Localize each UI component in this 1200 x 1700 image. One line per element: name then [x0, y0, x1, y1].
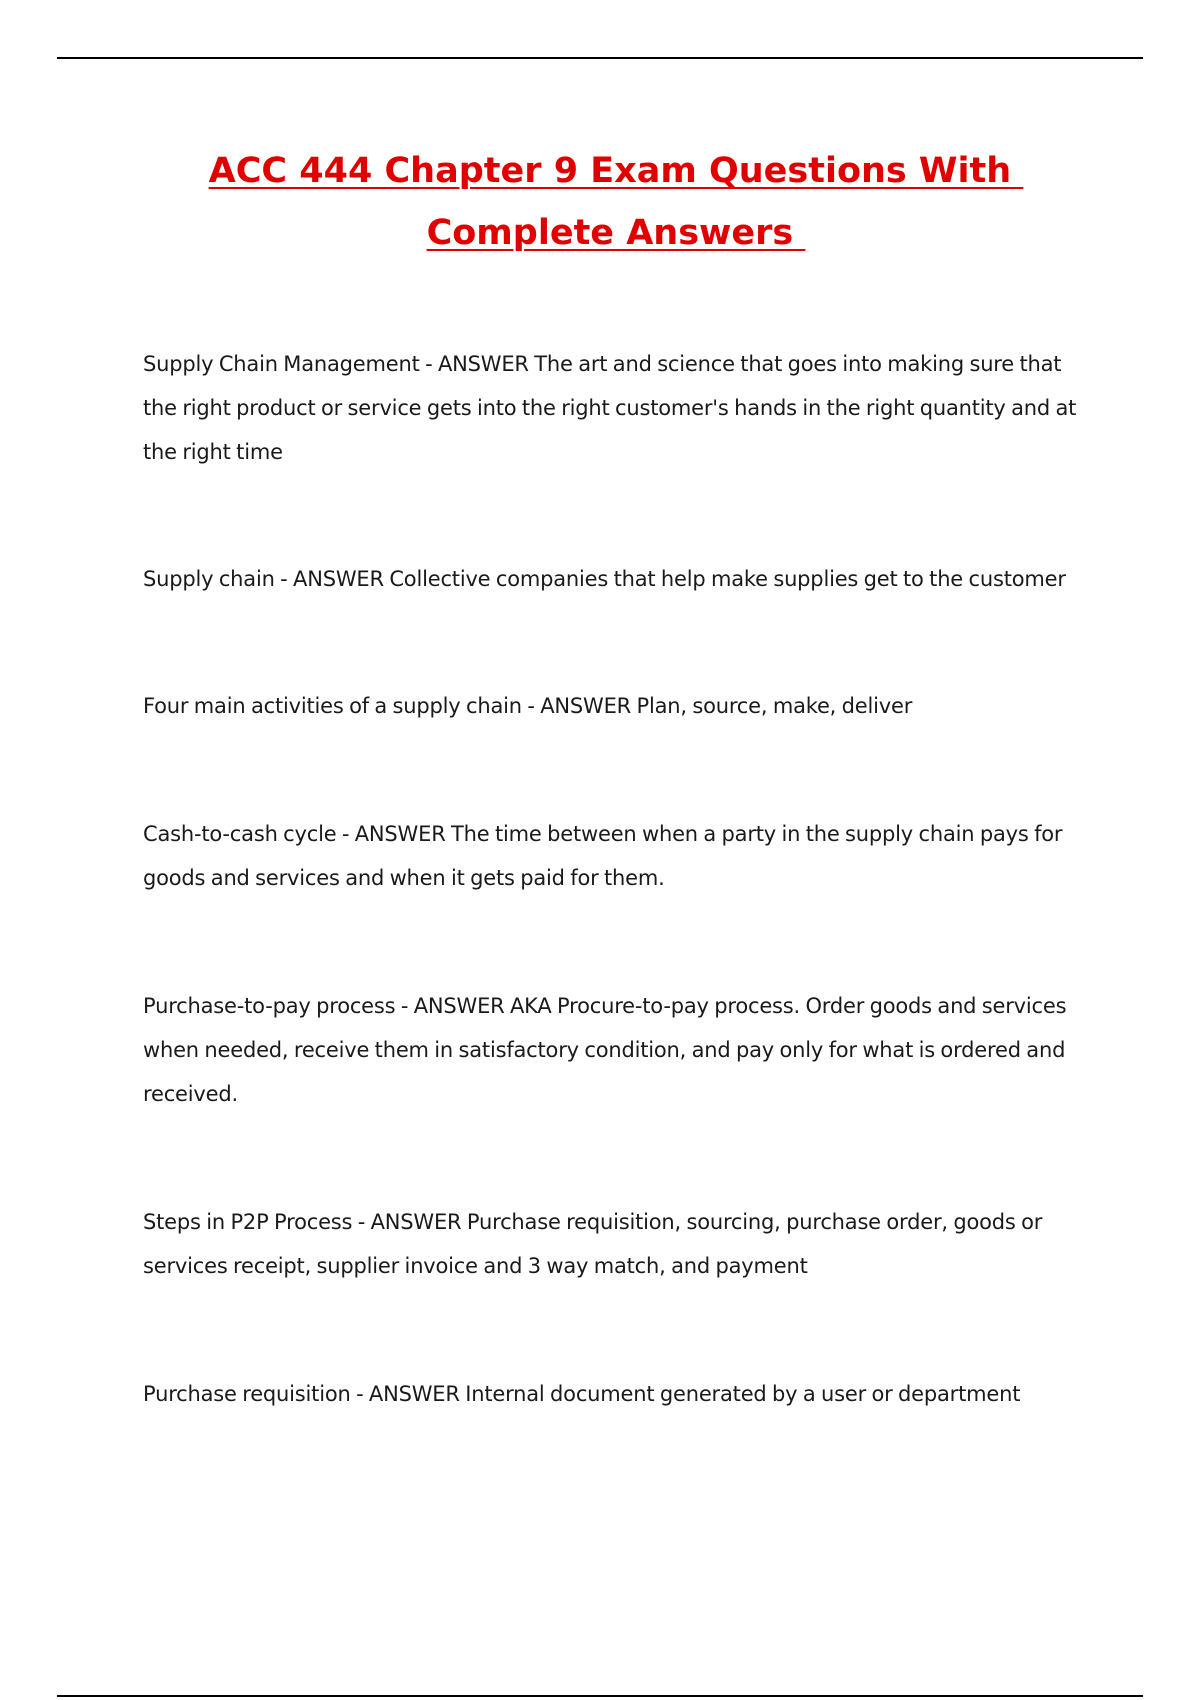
qa-entry-cash-to-cash-cycle: Cash-to-cash cycle - ANSWER The time between when a party in the supply chain pays for goods and services and when it gets paid for them.: [143, 822, 1063, 890]
title-line-2: Complete Answers: [426, 213, 806, 253]
document-title: [0, 140, 1200, 264]
qa-entry-purchase-requisition: Purchase requisition - ANSWER Internal document generated by a user or department: [143, 1382, 1021, 1406]
header-rule: [57, 57, 1143, 59]
title-line-1: ACC 444 Chapter 9 Exam Questions With: [208, 151, 1024, 191]
qa-list: [143, 342, 1093, 1416]
qa-entry-supply-chain-management: Supply Chain Management - ANSWER The art and science that goes into making sure that the right product or service gets into the right customer's hands in the right quantity and at the right time: [143, 352, 1077, 464]
footer-rule: [57, 1695, 1143, 1697]
qa-entry-four-main-activities: Four main activities of a supply chain - ANSWER Plan, source, make, deliver: [143, 694, 913, 718]
qa-entry-steps-p2p: Steps in P2P Process - ANSWER Purchase requisition, sourcing, purchase order, goods or services receipt, supplier invoice and 3 way match, and payment: [143, 1210, 1043, 1278]
qa-entry-purchase-to-pay: Purchase-to-pay process - ANSWER AKA Procure-to-pay process. Order goods and services when needed, receive them in satisfactory condition, and pay only for what is ordered and received.: [143, 994, 1067, 1106]
qa-entry-supply-chain: Supply chain - ANSWER Collective companies that help make supplies get to the customer: [143, 567, 1066, 591]
